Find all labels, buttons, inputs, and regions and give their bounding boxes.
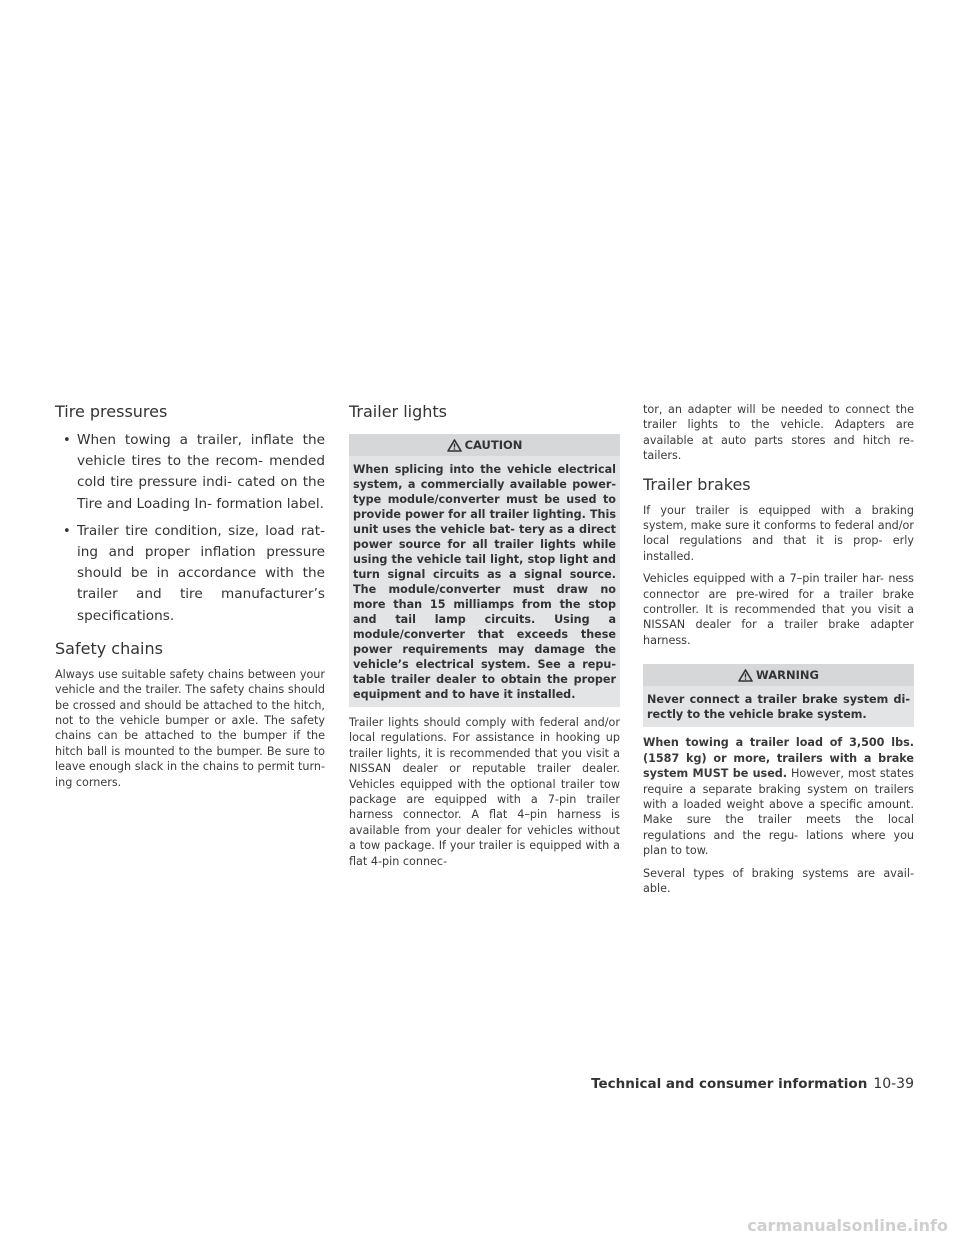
safety-chains-heading: Safety chains (55, 638, 163, 658)
column-1 (55, 402, 325, 797)
bullet-text: When towing a trailer, inflate the vehicle tires to the recom- mended cold tire pressure indi- cated on the Tire and Loading In- formation label. (77, 432, 325, 512)
trailer-lights-text-continued: tor, an adapter will be needed to connect the trailer lights to the vehicle. Adapters are available at auto parts stores and hitch re- tailers. (643, 403, 914, 463)
towing-load-requirement: When towing a trailer load of 3,500 lbs. (1587 kg) or more, trailers with a brake system MUST be used. (643, 736, 914, 781)
warning-header (643, 664, 914, 686)
trailer-brakes-para-2: Vehicles equipped with a 7–pin trailer har- ness connector are pre-wired for a trailer brake controller. It is recommended that you visit a NISSAN dealer for a trailer brake adapter harness. (643, 572, 914, 647)
column-3 (643, 402, 914, 903)
trailer-brakes-para-3 (643, 735, 914, 858)
trailer-brakes-para-4: Several types of braking systems are avail- able. (643, 866, 914, 895)
list-item (63, 430, 325, 515)
caution-text: When splicing into the vehicle electrical system, a commercially available power-type module/converter must be used to provide power for all trailer lighting. This unit uses the vehicle bat- tery as a direct power source for all trailer lights while using the vehicle tail light, stop light and turn signal circuits as a signal source. The module/converter must draw no more than 15 milliamps from the stop and tail lamp circuits. Using a module/converter that exceeds these power requirements may damage the vehicle’s electrical system. See a repu- table trailer dealer to obtain the proper equipment and to have it installed. (353, 463, 616, 701)
page-number: 10-39 (873, 1076, 914, 1092)
page-footer (591, 1076, 914, 1092)
warning-triangle-icon (738, 669, 753, 682)
trailer-lights-heading: Trailer lights (349, 402, 447, 421)
warning-label: WARNING (756, 668, 819, 683)
caution-box (349, 434, 620, 707)
bullet-icon: • (63, 433, 71, 448)
bullet-icon: • (63, 523, 71, 539)
warning-text: Never connect a trailer brake system di- rectly to the vehicle brake system. (647, 693, 910, 722)
safety-chains-text: Always use suitable safety chains between your vehicle and the trailer. The safety chains should be crossed and should be attached to the hitch, not to the vehicle bumper or axle. The safety chains can be attached to the bumper if the hitch ball is mounted to the bumper. Be sure to leave enough slack in the chains to permit turn- ing corners. (55, 667, 325, 789)
trailer-lights-text: Trailer lights should comply with federal and/or local regulations. For assistance in hooking up trailer lights, it is recommended that you visit a NISSAN dealer or reputable trailer dealer. Vehicles equipped with the optional trailer tow package are equipped with a 7-pin trailer harness connector. A flat 4–pin harness is available from your dealer for vehicles without a tow package. If your trailer is equipped with a flat 4-pin connec- (349, 716, 620, 868)
column-2 (349, 402, 620, 876)
caution-header (349, 434, 620, 456)
warning-box (643, 664, 914, 727)
trailer-brakes-para-1: If your trailer is equipped with a braking system, make sure it conforms to federal and/or local regulations and that it is prop- erly installed. (643, 503, 914, 563)
towing-load-details: However, most states require a separate braking system on trailers with a loaded weight above a specific amount. Make sure the trailer meets the local regulations and the regu- lations where you plan to tow. (643, 767, 915, 858)
chapter-title: Technical and consumer information (591, 1076, 868, 1092)
caution-label: CAUTION (464, 438, 523, 452)
tire-pressures-heading: Tire pressures (55, 402, 168, 421)
list-item (63, 521, 325, 627)
watermark: carmanualsonline.info (747, 1216, 948, 1235)
warning-triangle-icon (447, 439, 462, 452)
bullet-text: Trailer tire condition, size, load rat- ing and proper inflation pressure should be in accordance with the trailer and tire manufacturer’s specifications. (77, 522, 325, 624)
trailer-brakes-heading: Trailer brakes (643, 474, 751, 494)
tire-pressures-list (55, 430, 325, 627)
